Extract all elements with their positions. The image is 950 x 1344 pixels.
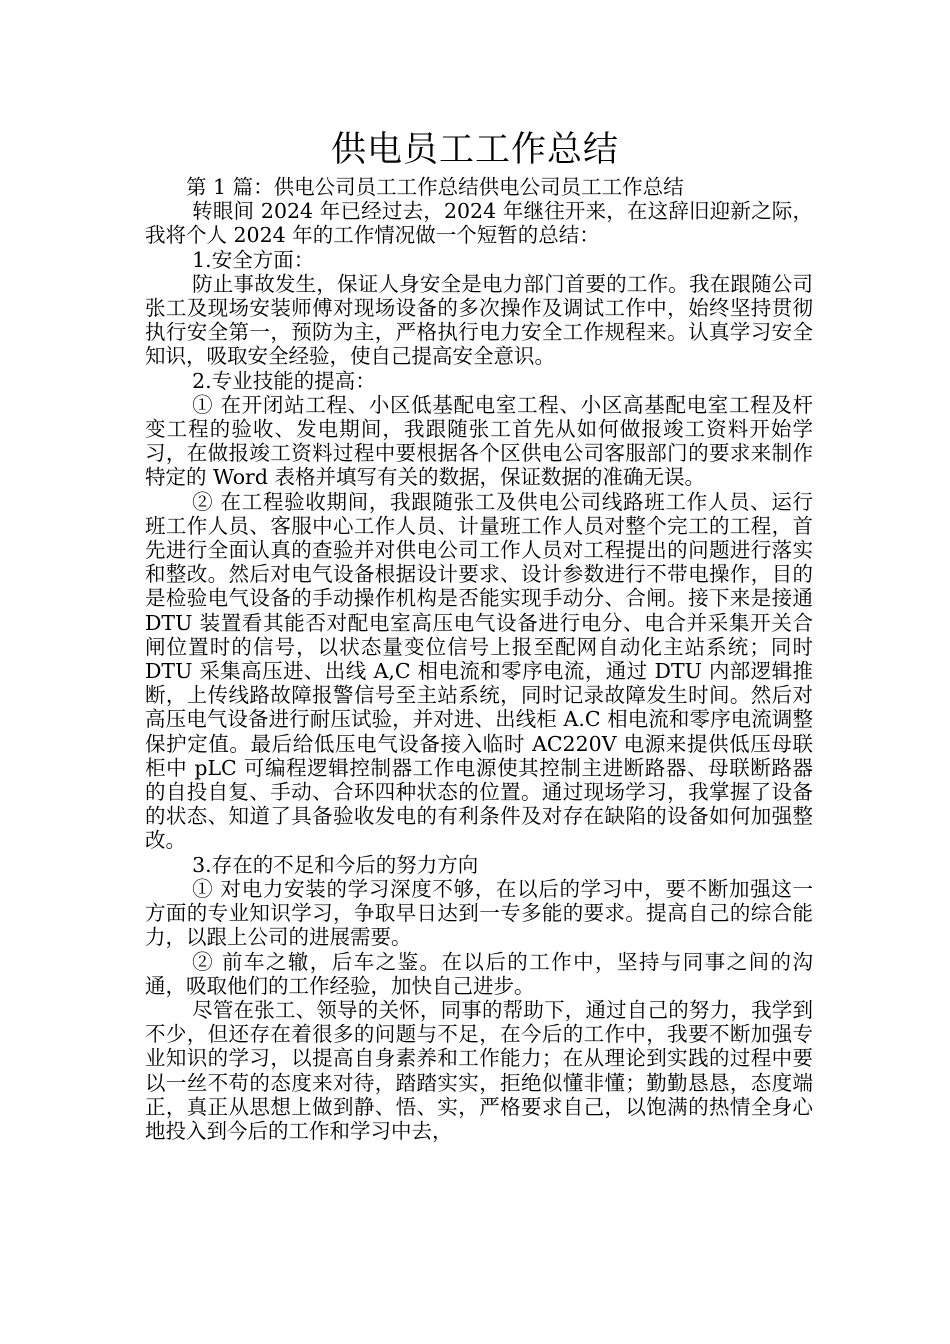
paragraph-skills-1: ① 在开闭站工程、小区低基配电室工程、小区高基配电室工程及杆变工程的验收、发电期间，我跟随张工首先从如何做报竣工资料开始学习，在做报竣工资料过程中要根据各个区供电公司客服部门的要求来制作特定的 Word 表格并填写有关的数据，保证数据的准确无误。 [145,392,813,490]
document-title: 供电员工工作总结 [330,130,619,170]
paragraph-shortcomings-1: ① 对电力安装的学习深度不够，在以后的学习中，要不断加强这一方面的专业知识学习，争取早日达到一专多能的要求。提高自己的综合能力，以跟上公司的进展需要。 [145,876,813,950]
paragraph-skills-2: ② 在工程验收期间，我跟随张工及供电公司线路班工作人员、运行班工作人员、客服中心工作人员、计量班工作人员对整个完工的工程，首先进行全面认真的查验并对供电公司工作人员对工程提出的问题进行落实和整改。然后对电气设备根据设计要求、设计参数进行不带电操作，目的是检验电气设备的手动操作机构是否能实现手动分、合闸。接下来是接通 DTU 装置看其能否对配电室高压电气设备进行电分、电合并采集开关合闸位置时的信号，以状态量变位信号上报至配网自动化主站系统；同时 DTU 采集高压进、出线 A,C 相电流和零序电流，通过 DTU 内部逻辑推断，上传线路故障报警信号至主站系统，同时记录故障发生时间。然后对高压电气设备进行耐压试验，并对进、出线柜 A.C 相电流和零序电流调整保护定值。最后给低压电气设备接入临时 AC220V 电源来提供低压母联柜中 pLC 可编程逻辑控制器工作电源使其控制主进断路器、母联断路器的自投自复、手动、合环四种状态的位置。通过现场学习，我掌握了设备的状态、知道了具备验收发电的有利条件及对存在缺陷的设备如何加强整改。 [145,489,813,853]
heading-safety: 1.安全方面： [192,247,315,272]
heading-skills: 2.专业技能的提高： [192,368,376,393]
paragraph-conclusion: 尽管在张工、领导的关怀，同事的帮助下，通过自己的努力，我学到不少，但还存在着很多的问题与不足，在今后的工作中，我要不断加强专业知识的学习，以提高自身素养和工作能力；在从理论到实践的过程中要以一丝不苟的态度来对待，踏踏实实，拒绝似懂非懂；勤勤恳恳，态度端正，真正从思想上做到静、悟、实，严格要求自己，以饱满的热情全身心地投入到今后的工作和学习中去， [145,997,813,1143]
paragraph-safety: 防止事故发生，保证人身安全是电力部门首要的工作。我在跟随公司张工及现场安装师傅对现场设备的多次操作及调试工作中，始终坚持贯彻执行安全第一，预防为主，严格执行电力安全工作规程来。认真学习安全知识，吸取安全经验，使自己提高安全意识。 [145,271,813,369]
document-body [145,175,813,1143]
paragraph-shortcomings-2: ② 前车之辙，后车之鉴。在以后的工作中，坚持与同事之间的沟通，吸取他们的工作经验，加快自己进步。 [145,949,813,998]
heading-shortcomings: 3.存在的不足和今后的努力方向 [192,852,479,877]
intro-paragraph: 转眼间 2024 年已经过去，2024 年继往开来，在这辞旧迎新之际，我将个人 2024 年的工作情况做一个短暂的总结： [145,199,813,248]
section-heading: 第 1 篇：供电公司员工工作总结供电公司员工工作总结 [186,175,684,199]
